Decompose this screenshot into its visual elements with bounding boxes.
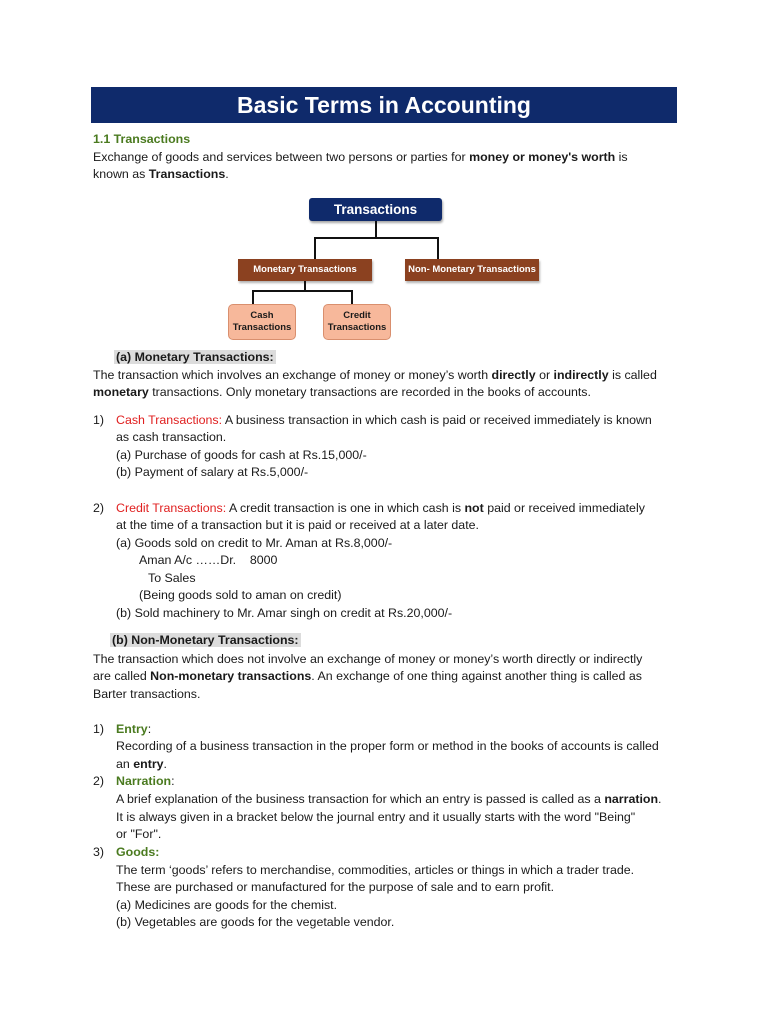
- cash-transactions-box: Cash Transactions: [228, 304, 296, 340]
- goods-definition-line-1: The term ‘goods’ refers to merchandise, commodities, articles or things in which a trader trade.: [116, 863, 635, 877]
- non-monetary-box: Non- Monetary Transactions: [405, 259, 539, 281]
- connector-line: [351, 290, 353, 304]
- non-monetary-line-3: Barter transactions.: [93, 687, 201, 701]
- item-number: 2): [93, 501, 105, 515]
- non-monetary-line-2: are called Non-monetary transactions. An exchange of one thing against another thing is called as: [93, 669, 642, 683]
- journal-entry-credit: To Sales: [148, 571, 196, 585]
- cash-example-a: (a) Purchase of goods for cash at Rs.15,000/-: [116, 448, 367, 462]
- monetary-box: Monetary Transactions: [238, 259, 372, 281]
- monetary-para-line-2: monetary transactions. Only monetary transactions are recorded in the books of accounts.: [93, 385, 591, 399]
- connector-line: [314, 237, 316, 259]
- cash-example-b: (b) Payment of salary at Rs.5,000/-: [116, 465, 309, 479]
- connector-line: [252, 290, 254, 304]
- item-number: 1): [93, 722, 105, 736]
- intro-line-2: known as Transactions.: [93, 167, 229, 181]
- item-number: 3): [93, 845, 105, 859]
- entry-definition-line-2: an entry.: [116, 757, 167, 771]
- monetary-para-line-1: The transaction which involves an exchange of money or money’s worth directly or indirectly is called: [93, 368, 657, 382]
- narration-definition-line-1: A brief explanation of the business transaction for which an entry is passed is called as a narration.: [116, 792, 662, 806]
- connector-line: [304, 281, 306, 290]
- credit-transactions-box: Credit Transactions: [323, 304, 391, 340]
- non-monetary-heading: (b) Non-Monetary Transactions:: [112, 633, 299, 647]
- goods-definition-line-2: These are purchased or manufactured for the purpose of sale and to earn profit.: [116, 880, 555, 894]
- page-title: Basic Terms in Accounting: [91, 87, 677, 123]
- goods-term: Goods:: [116, 845, 160, 859]
- entry-definition-line-1: Recording of a business transaction in the proper form or method in the books of accounts is called: [116, 739, 659, 753]
- intro-line-1: Exchange of goods and services between two persons or parties for money or money's worth is: [93, 150, 628, 164]
- diagram-root-box: Transactions: [309, 198, 442, 221]
- cash-transactions-item: Cash Transactions: A business transaction in which cash is paid or received immediately is known: [116, 413, 652, 427]
- journal-narration: (Being goods sold to aman on credit): [139, 588, 342, 602]
- credit-transactions-line-2: at the time of a transaction but it is paid or received at a later date.: [116, 518, 479, 532]
- connector-line: [314, 237, 438, 239]
- connector-line: [437, 237, 439, 259]
- item-number: 2): [93, 774, 105, 788]
- credit-example-b: (b) Sold machinery to Mr. Amar singh on credit at Rs.20,000/-: [116, 606, 453, 620]
- narration-definition-line-3: or "For".: [116, 827, 162, 841]
- item-number: 1): [93, 413, 105, 427]
- credit-transactions-item: Credit Transactions: A credit transaction is one in which cash is not paid or received immediately: [116, 501, 645, 515]
- section-heading: 1.1 Transactions: [93, 132, 191, 146]
- credit-example-a: (a) Goods sold on credit to Mr. Aman at Rs.8,000/-: [116, 536, 393, 550]
- narration-term: Narration:: [116, 774, 175, 788]
- journal-entry-line: Aman A/c ……Dr. 8000: [139, 553, 278, 567]
- cash-transactions-line-2: as cash transaction.: [116, 430, 227, 444]
- monetary-heading: (a) Monetary Transactions:: [116, 350, 274, 364]
- connector-line: [252, 290, 352, 292]
- non-monetary-line-1: The transaction which does not involve an exchange of money or money’s worth directly or indirectly: [93, 652, 643, 666]
- entry-term: Entry:: [116, 722, 152, 736]
- connector-line: [375, 221, 377, 238]
- narration-definition-line-2: It is always given in a bracket below the journal entry and it usually starts with the word "Being": [116, 810, 636, 824]
- goods-example-a: (a) Medicines are goods for the chemist.: [116, 898, 338, 912]
- goods-example-b: (b) Vegetables are goods for the vegetable vendor.: [116, 915, 395, 929]
